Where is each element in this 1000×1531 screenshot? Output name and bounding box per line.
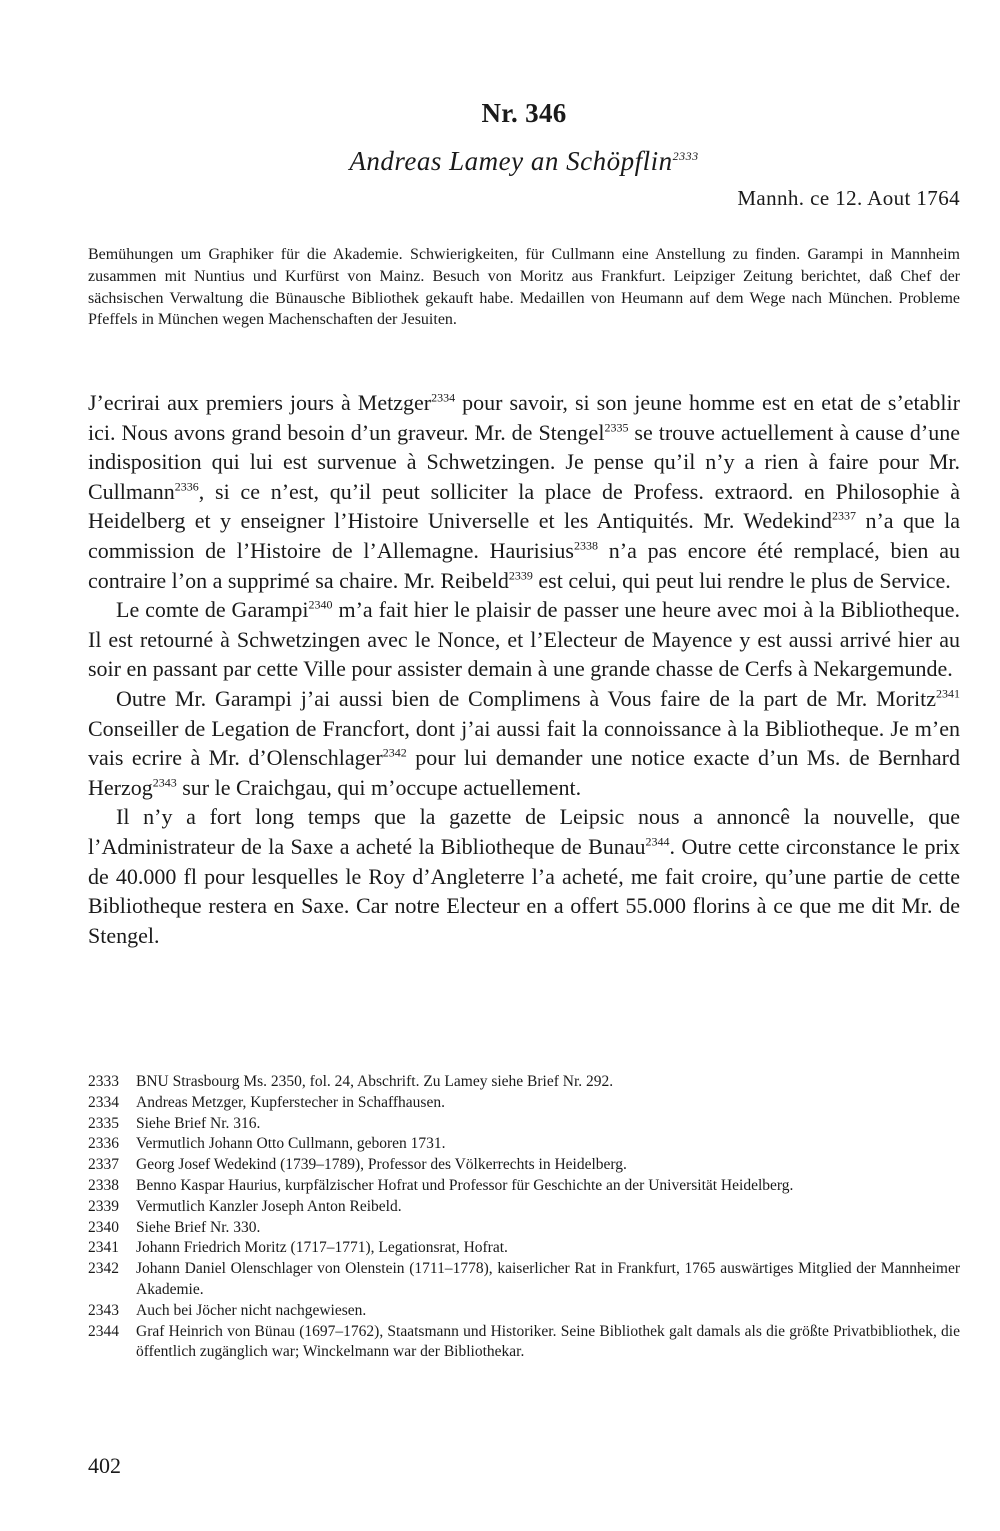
footnote-ref: 2338	[573, 538, 598, 553]
footnotes-list	[88, 1072, 960, 1363]
body-text-run: m’a fait hier le plaisir de passer une heure avec moi à la Bibliotheque. Il est retourné à Schwetzingen avec le Nonce, et l’Electeur de Mayence y est aussi arrivé hier au soir en passant par cette Ville pour assister demain à une grande chasse de Cerfs à Nekargemunde.	[88, 597, 960, 682]
body-text-run: se trouve actuellement à cause d’une indisposition qui lui est survenue à Schwetzingen. Je pense qu’il n’y a rien à faire pour Mr. Cullmann	[88, 419, 961, 504]
body-text-run: sur le Craichgau, qui m’occupe actuellement.	[176, 774, 582, 800]
body-text-run: . Outre cette circonstance le prix de 40.000 fl pour lesquelles le Roy d’Angleterre l’a acheté, me fait croire, qu’une partie de cette Bibliotheque restera en Saxe. Car notre Electeur en a offert 55.000 florins à ce que me dit Mr. de Stengel.	[88, 833, 960, 948]
footnote-number: 2342	[88, 1260, 119, 1278]
footnote-ref: 2343	[152, 775, 177, 790]
body-paragraph	[88, 684, 960, 802]
footnote-ref: 2337	[832, 509, 857, 524]
letter-number: Nr. 346	[481, 98, 567, 128]
footnote-text: Vermutlich Johann Otto Cullmann, geboren 1731.	[136, 1135, 446, 1153]
footnote-ref: 2333	[672, 149, 699, 163]
footnote-item	[88, 1093, 960, 1114]
footnote-ref: 2339	[508, 568, 533, 583]
body-text-run: n’a que la commission de l’Histoire de l’Allemagne. Haurisius	[88, 508, 960, 563]
footnote-number: 2333	[88, 1073, 119, 1090]
footnote-item	[88, 1218, 960, 1239]
footnote-ref: 2340	[308, 597, 333, 612]
footnote-text: BNU Strasbourg Ms. 2350, fol. 24, Abschrift. Zu Lamey siehe Brief Nr. 292.	[136, 1073, 614, 1090]
body-text-run: pour lui demander une notice exacte d’un Ms. de Bernhard Herzog	[88, 745, 960, 800]
footnote-ref: 2344	[645, 834, 670, 849]
footnote-text: Johann Friedrich Moritz (1717–1771), Legationsrat, Hofrat.	[136, 1239, 508, 1257]
footnote-item	[88, 1197, 960, 1218]
letter-title	[88, 146, 960, 177]
body-text-run: Il n’y a fort long temps que la gazette de Leipsic nous a annoncê la nouvelle, que l’Administrateur de la Saxe a acheté la Bibliotheque de Bunau	[88, 804, 960, 859]
footnote-text: Georg Josef Wedekind (1739–1789), Professor des Völkerrechts in Heidelberg.	[136, 1156, 627, 1174]
footnote-number: 2343	[88, 1301, 119, 1319]
footnote-item	[88, 1238, 960, 1259]
document-page	[88, 0, 960, 1531]
footnote-text: Siehe Brief Nr. 316.	[136, 1114, 261, 1132]
footnote-text: Johann Daniel Olenschlager von Olenstein (1711–1778), kaiserlicher Rat in Frankfurt, 1765 auswärtiges Mitglied der Mannheimer Akademie.	[136, 1260, 960, 1298]
body-text-run: pour savoir, si son jeune homme est en etat de s’etablir ici. Nous avons grand besoin d’un graveur. Mr. de Stengel	[88, 390, 960, 445]
letter-date: Mannh. ce 12. Aout 1764	[737, 186, 960, 210]
footnote-item	[88, 1072, 960, 1093]
page-number: 402	[88, 1453, 121, 1478]
footnote-number: 2337	[88, 1156, 119, 1174]
footnote-ref: 2336	[174, 479, 199, 494]
footnote-ref: 2341	[936, 686, 960, 701]
footnote-item	[88, 1301, 960, 1322]
footnote-number: 2339	[88, 1197, 119, 1215]
body-text-run: , si ce n’est, qu’il peut solliciter la place de Profess. extraord. en Philosophie à Heidelberg et y enseigner l’Histoire Universelle et les Antiquités. Mr. Wedekind	[88, 478, 960, 534]
footnote-item	[88, 1259, 960, 1301]
footnote-number: 2344	[88, 1322, 119, 1340]
body-text-run: J’ecrirai aux premiers jours à Metzger	[88, 390, 432, 415]
footnote-item	[88, 1176, 960, 1197]
letter-body	[88, 388, 960, 950]
footnote-number: 2341	[88, 1239, 119, 1257]
footnote-number: 2334	[88, 1093, 119, 1111]
footnote-ref: 2342	[382, 745, 407, 760]
body-paragraph	[88, 388, 960, 595]
body-text-run: Conseiller de Legation de Francfort, dont j’ai aussi fait la connoissance à la Bibliotheque. Je m’en vais ecrire à Mr. d’Olenschlager	[88, 715, 960, 771]
body-paragraph	[88, 595, 960, 684]
footnote-item	[88, 1134, 960, 1155]
letter-summary: Bemühungen um Graphiker für die Akademie. Schwierigkeiten, für Cullmann eine Anstellung zu finden. Garampi in Mannheim zusammen mit Nuntius und Kurfürst von Mainz. Besuch von Moritz aus Frankfurt. Leipziger Zeitung berichtet, daß Chef der sächsischen Verwaltung die Bünausche Bibliothek gekauft habe. Medaillen von Heumann auf dem Wege nach München. Probleme Pfeffels in München wegen Machenschaften der Jesuiten.	[88, 246, 960, 329]
footnote-text: Benno Kaspar Haurius, kurpfälzischer Hofrat und Professor für Geschichte an der Universität Heidelberg.	[136, 1176, 794, 1194]
footnote-text: Siehe Brief Nr. 330.	[136, 1218, 261, 1236]
footnote-text: Vermutlich Kanzler Joseph Anton Reibeld.	[136, 1197, 402, 1215]
footnote-number: 2335	[88, 1114, 119, 1132]
footnote-ref: 2335	[604, 420, 629, 435]
footnote-text: Graf Heinrich von Bünau (1697–1762), Staatsmann und Historiker. Seine Bibliothek galt damals als die größte Privatbibliothek, die öffentlich zugänglich war; Winckelmann war der Bibliothekar.	[136, 1322, 960, 1361]
footnote-number: 2336	[88, 1135, 119, 1153]
body-text-run: est celui, qui peut lui rendre le plus de Service.	[532, 567, 951, 593]
body-paragraph	[88, 802, 960, 950]
footnote-ref: 2334	[431, 390, 456, 405]
footnote-number: 2340	[88, 1218, 119, 1236]
body-text-run: Outre Mr. Garampi j’ai aussi bien de Complimens à Vous faire de la part de Mr. Moritz	[116, 685, 936, 711]
body-text-run: Le comte de Garampi	[116, 597, 309, 623]
body-text-run: n’a pas encore été remplacé, bien au contraire l’on a supprimé sa chaire. Mr. Reibeld	[88, 537, 960, 593]
footnote-text: Andreas Metzger, Kupferstecher in Schaffhausen.	[136, 1093, 445, 1111]
footnote-number: 2338	[88, 1176, 119, 1194]
footnote-text: Auch bei Jöcher nicht nachgewiesen.	[136, 1301, 367, 1319]
letter-title-text: Andreas Lamey an Schöpflin	[349, 146, 673, 176]
footnote-item	[88, 1155, 960, 1176]
footnote-item	[88, 1322, 960, 1364]
footnote-item	[88, 1114, 960, 1135]
